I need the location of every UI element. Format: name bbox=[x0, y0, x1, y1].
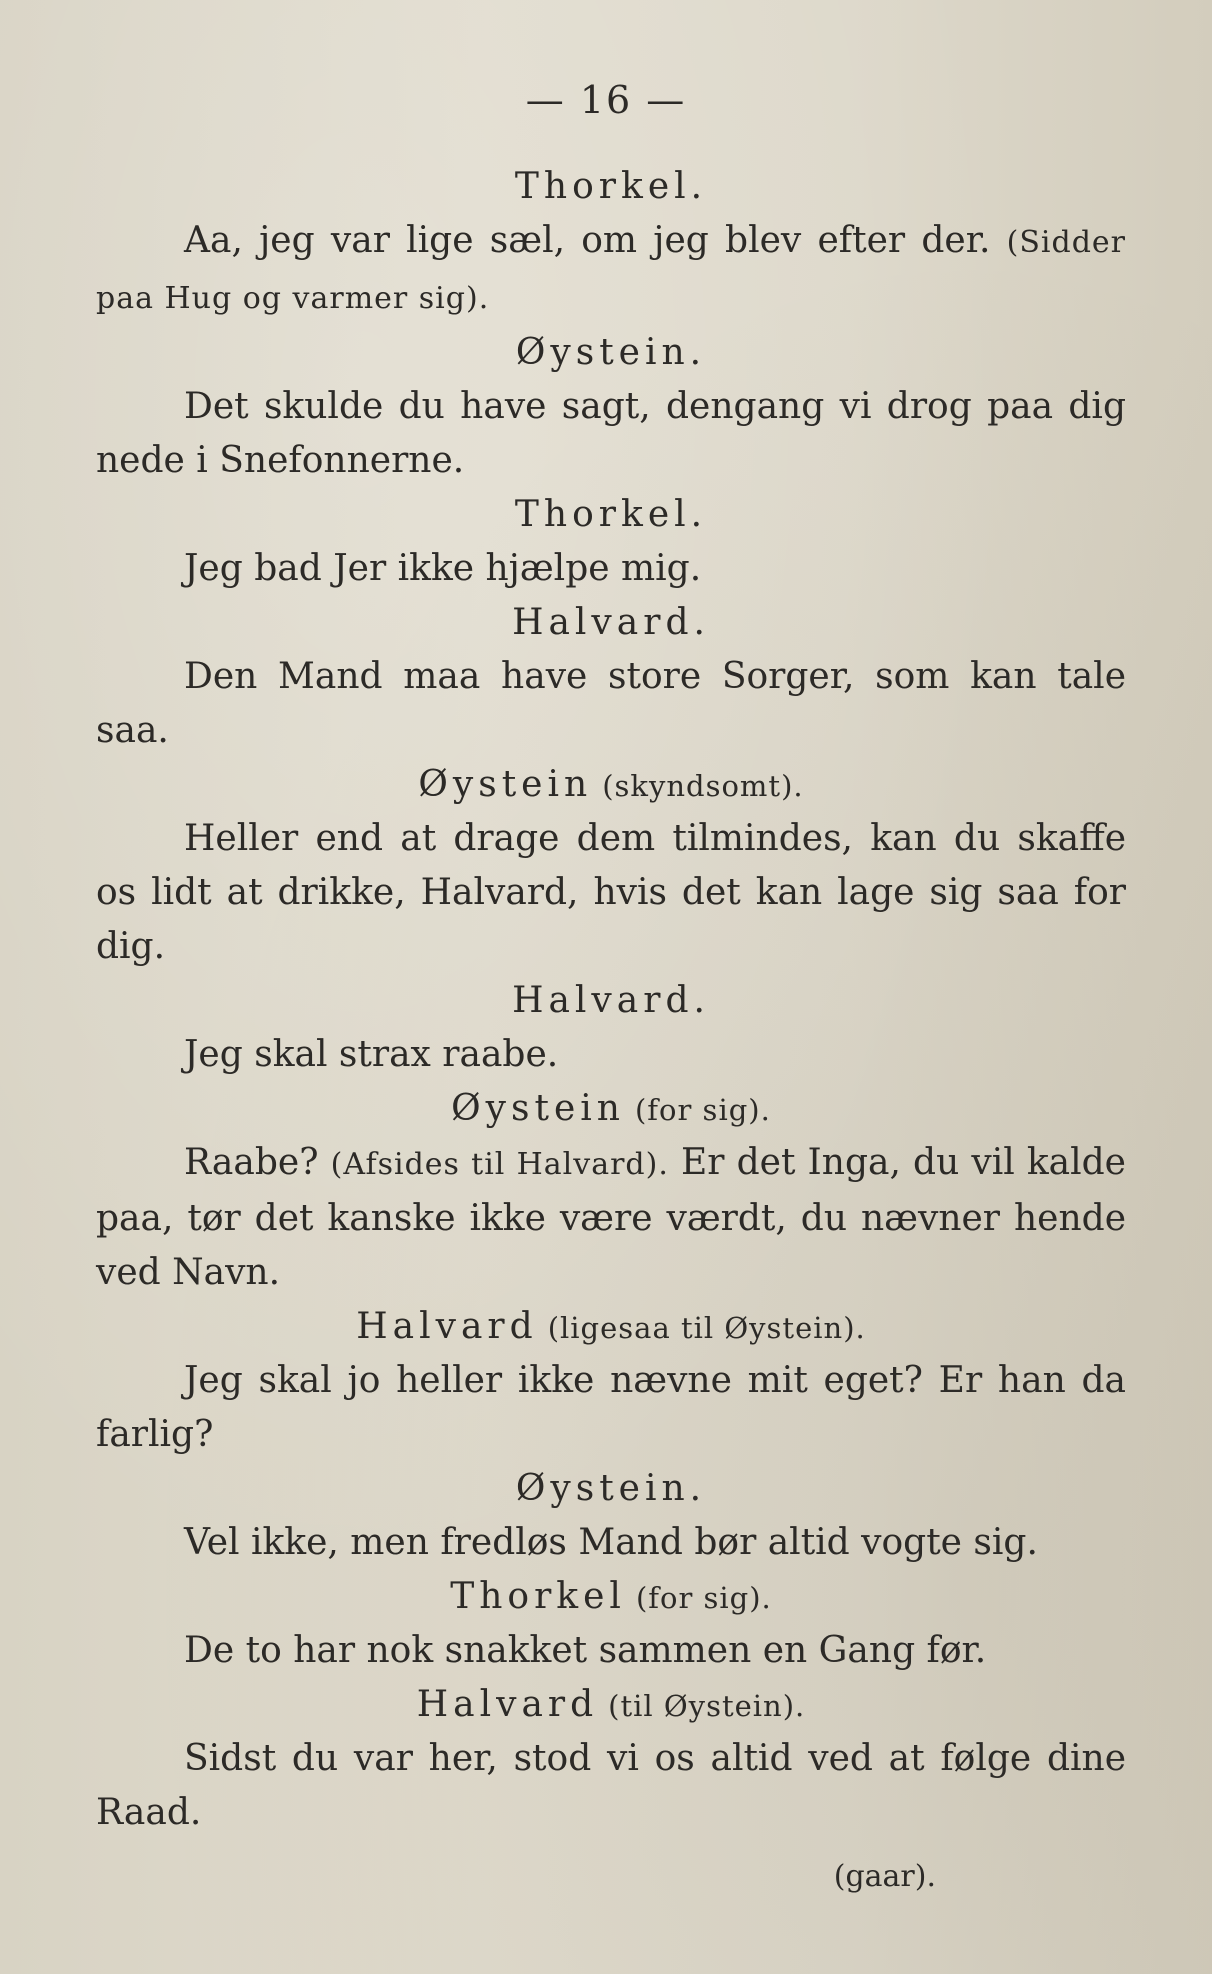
speech-text: De to har nok snakket sammen en Gang før. bbox=[184, 1630, 987, 1671]
speech-text-continued: Er det Inga, du vil kalde paa, tør det kanske ikke være værdt, du nævner hende ved Navn. bbox=[96, 1142, 1126, 1293]
speaker-name: Halvard bbox=[416, 1684, 599, 1725]
speaker-name: Halvard bbox=[356, 1306, 538, 1347]
speech-line bbox=[96, 1354, 1126, 1462]
speech-text: Det skulde du have sagt, dengang vi drog paa dig nede i Snefonnerne. bbox=[96, 386, 1126, 481]
speech-line bbox=[96, 1028, 1126, 1082]
speaker-heading bbox=[96, 1678, 1126, 1732]
speaker-note: (for sig). bbox=[634, 1093, 771, 1127]
speech-text: Den Mand maa have store Sorger, som kan tale saa. bbox=[96, 656, 1126, 751]
speaker-heading bbox=[96, 974, 1126, 1028]
speaker-heading bbox=[96, 1462, 1126, 1516]
speaker-name: Thorkel. bbox=[514, 494, 708, 535]
speaker-name: Øystein bbox=[451, 1088, 625, 1129]
speech-line bbox=[96, 1516, 1126, 1570]
speaker-note: (til Øystein). bbox=[608, 1689, 806, 1723]
speaker-heading bbox=[96, 596, 1126, 650]
speech-text: Raabe? bbox=[184, 1142, 319, 1183]
speaker-name: Øystein. bbox=[515, 332, 707, 373]
speaker-name: Thorkel. bbox=[514, 166, 708, 207]
speech-text: Sidst du var her, stod vi os altid ved at følge dine Raad. bbox=[96, 1738, 1126, 1833]
speech-text: Heller end at drage dem tilmindes, kan du skaffe os lidt at drikke, Halvard, hvis det kan lage sig saa for dig. bbox=[96, 818, 1126, 967]
speech-line bbox=[96, 1136, 1126, 1300]
page-number: — 16 — bbox=[525, 78, 687, 122]
speech-text: Vel ikke, men fredløs Mand bør altid vogte sig. bbox=[184, 1522, 1038, 1563]
speaker-heading bbox=[96, 160, 1126, 214]
dialogue bbox=[96, 160, 1126, 1904]
speech-line bbox=[96, 380, 1126, 488]
speech-text: Jeg bad Jer ikke hjælpe mig. bbox=[184, 548, 702, 589]
stage-direction: (Sidder paa Hug og varmer sig). bbox=[96, 225, 1126, 316]
speech-line bbox=[96, 1624, 1126, 1678]
speech-line bbox=[96, 214, 1126, 326]
exit-direction: (gaar). bbox=[833, 1859, 936, 1894]
speaker-name: Thorkel bbox=[450, 1576, 626, 1617]
stage-direction: (Afsides til Halvard). bbox=[330, 1147, 669, 1182]
speech-text: Aa, jeg var lige sæl, om jeg blev efter der. bbox=[184, 220, 991, 261]
speech-text: Jeg skal strax raabe. bbox=[184, 1034, 559, 1075]
speaker-heading bbox=[96, 326, 1126, 380]
speaker-heading bbox=[96, 758, 1126, 812]
speaker-heading bbox=[96, 488, 1126, 542]
speaker-note: (ligesaa til Øystein). bbox=[547, 1311, 866, 1345]
speech-text: Jeg skal jo heller ikke nævne mit eget? Er han da farlig? bbox=[96, 1360, 1126, 1455]
speaker-heading bbox=[96, 1082, 1126, 1136]
speaker-note: (for sig). bbox=[635, 1581, 772, 1615]
speaker-name: Øystein bbox=[418, 764, 593, 805]
speaker-heading bbox=[96, 1570, 1126, 1624]
speaker-note: (skyndsomt). bbox=[602, 769, 804, 803]
speaker-name: Øystein. bbox=[515, 1468, 707, 1509]
speaker-name: Halvard. bbox=[512, 980, 710, 1021]
speech-line bbox=[96, 650, 1126, 758]
speech-line bbox=[96, 812, 1126, 974]
speech-line bbox=[96, 542, 1126, 596]
speech-line bbox=[96, 1732, 1126, 1840]
speaker-heading bbox=[96, 1300, 1126, 1354]
speaker-name: Halvard. bbox=[512, 602, 710, 643]
